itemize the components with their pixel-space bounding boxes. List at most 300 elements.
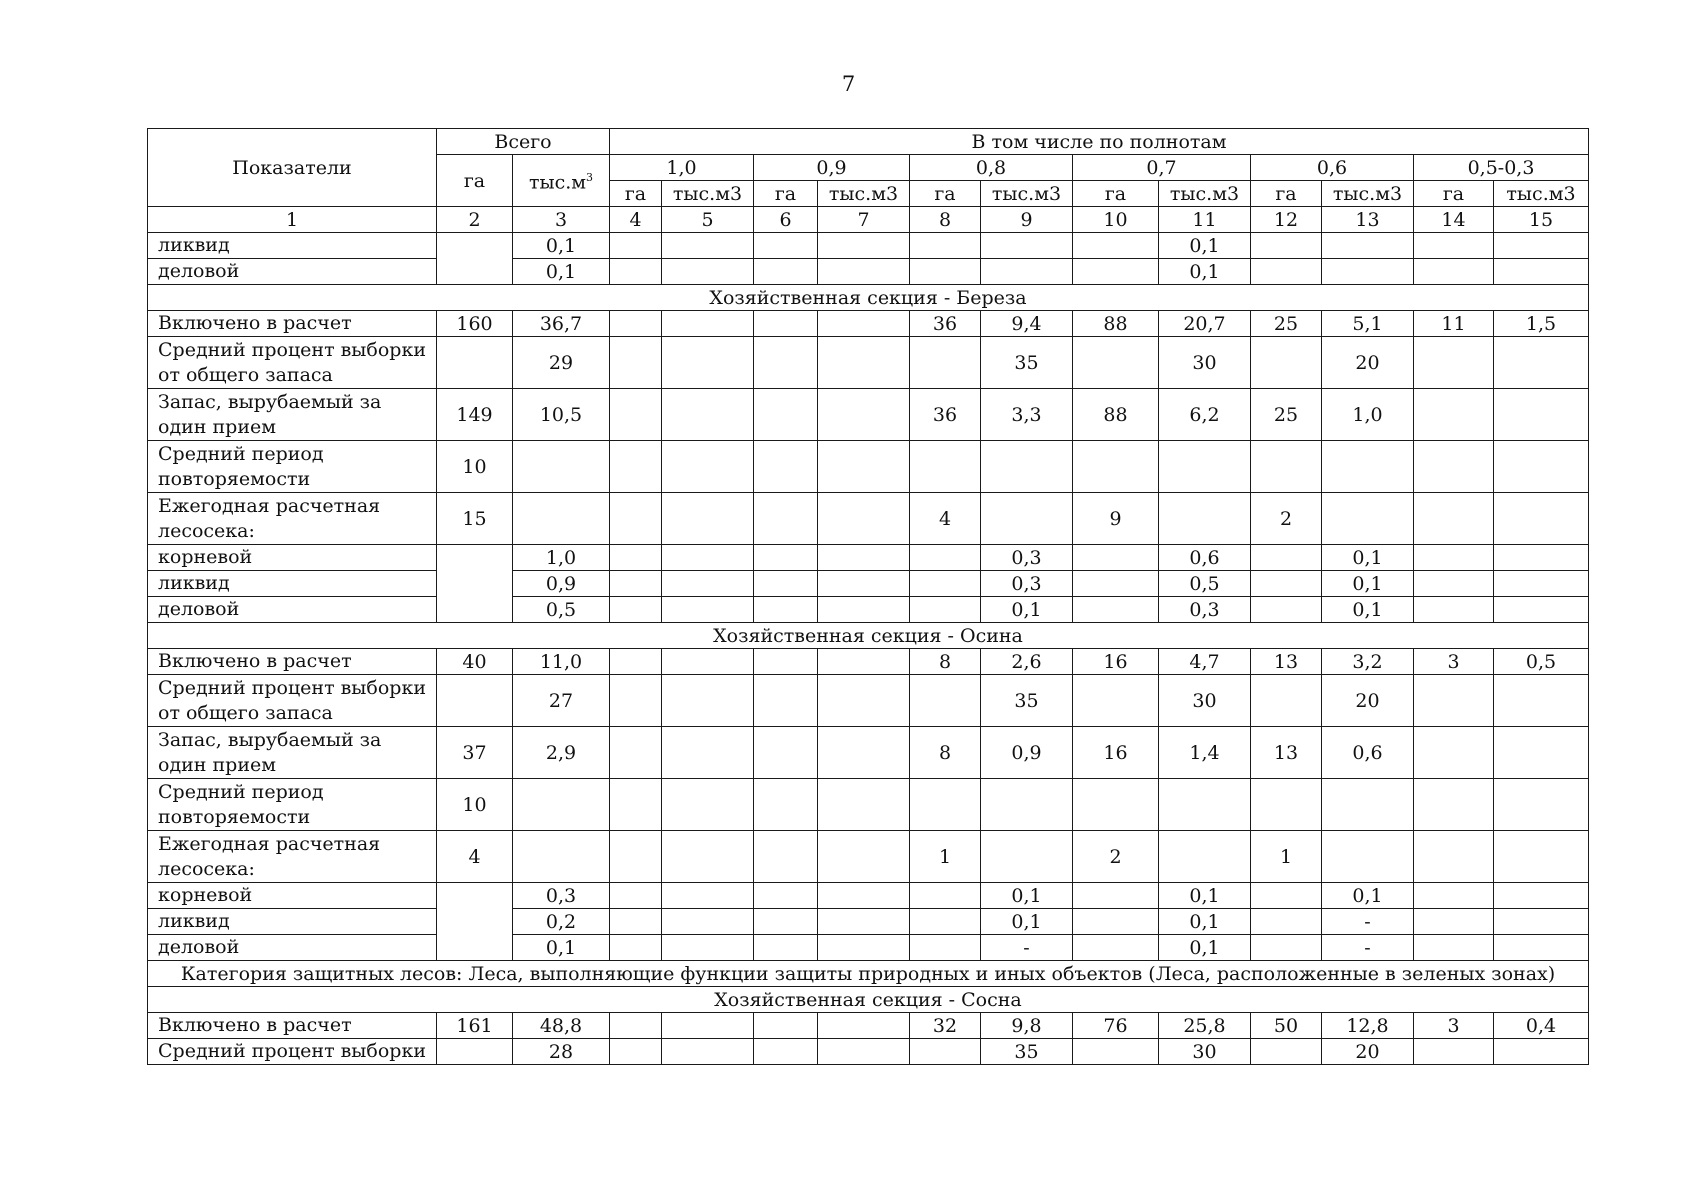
table-cell [610,597,662,623]
row-label: Средний процент выборки от общего запаса [148,675,437,727]
table-cell [1322,233,1414,259]
table-cell [910,883,981,909]
header-density: 0,8 [910,155,1073,181]
table-cell [1414,883,1494,909]
table-cell [754,311,818,337]
table-cell [1414,337,1494,389]
table-cell [610,571,662,597]
table-cell: 30 [1159,337,1251,389]
table-cell [662,909,754,935]
table-cell [818,389,910,441]
table-cell: 3 [1414,1013,1494,1039]
table-cell [754,441,818,493]
table-cell [754,909,818,935]
table-cell [1251,259,1322,285]
table-cell [437,1039,513,1065]
row-label: Запас, вырубаемый за один прием [148,389,437,441]
table-cell [818,337,910,389]
table-cell [437,337,513,389]
section-row [148,285,1589,311]
table-cell [1073,935,1159,961]
table-cell [818,311,910,337]
table-row [148,337,1589,389]
table-cell: 37 [437,727,513,779]
table-cell: 1,0 [1322,389,1414,441]
table-cell [610,493,662,545]
table-cell [662,779,754,831]
table-cell [818,545,910,571]
table-cell [1494,441,1589,493]
table-cell [1494,1039,1589,1065]
table-cell [1494,675,1589,727]
table-cell: 0,1 [1322,571,1414,597]
table-cell [662,831,754,883]
table-row [148,1013,1589,1039]
table-cell: 9 [1073,493,1159,545]
table-row [148,545,1589,571]
table-cell: 13 [1251,649,1322,675]
table-cell [754,597,818,623]
table-cell [1494,337,1589,389]
table-cell [981,779,1073,831]
table-cell [1494,831,1589,883]
table-cell: 1,5 [1494,311,1589,337]
table-cell [1073,571,1159,597]
table-cell: 88 [1073,389,1159,441]
table-cell: 2,9 [513,727,610,779]
table-cell [754,883,818,909]
table-cell [1414,389,1494,441]
header-total: Всего [437,129,610,155]
row-label: Включено в расчет [148,311,437,337]
table-cell [818,571,910,597]
table-cell [610,831,662,883]
table-cell [1414,675,1494,727]
table-cell [610,727,662,779]
table-row [148,1039,1589,1065]
table-cell [818,779,910,831]
table-cell [1322,831,1414,883]
table-cell [1322,259,1414,285]
table-cell [818,883,910,909]
table-cell [818,1013,910,1039]
column-number: 4 [610,207,662,233]
table-cell: 15 [437,493,513,545]
table-cell: 0,5 [1159,571,1251,597]
table-cell: 36,7 [513,311,610,337]
table-cell: 0,6 [1322,727,1414,779]
table-cell [1073,909,1159,935]
table-row [148,233,1589,259]
table-cell [1414,779,1494,831]
table-row [148,831,1589,883]
row-label: Запас, вырубаемый за один прием [148,727,437,779]
table-cell [818,831,910,883]
column-number: 14 [1414,207,1494,233]
column-number: 13 [1322,207,1414,233]
table-cell: 4 [437,831,513,883]
header-unit-ha: га [610,181,662,207]
row-label: Средний процент выборки от общего запаса [148,337,437,389]
table-row [148,779,1589,831]
table-cell: 1 [910,831,981,883]
table-cell [818,909,910,935]
column-number: 1 [148,207,437,233]
header-row-1 [148,129,1589,155]
table-cell [754,493,818,545]
table-cell [610,675,662,727]
table-cell [818,597,910,623]
table-cell [662,727,754,779]
row-label: Средний период повторяемости [148,779,437,831]
table-cell [1159,493,1251,545]
table-cell [610,337,662,389]
header-total-volume-text: тыс.м [528,171,587,194]
column-number: 9 [981,207,1073,233]
column-number: 15 [1494,207,1589,233]
table-cell [1414,935,1494,961]
table-cell [437,883,513,961]
table-cell [610,909,662,935]
table-cell [1159,831,1251,883]
table-cell: 0,1 [1322,545,1414,571]
table-cell [610,649,662,675]
table-row [148,675,1589,727]
row-label: деловой [148,259,437,285]
table-cell [1073,441,1159,493]
row-label: Ежегодная расчетная лесосека: [148,493,437,545]
table-cell: 12,8 [1322,1013,1414,1039]
table-cell [910,935,981,961]
table-cell [1073,259,1159,285]
table-cell: 5,1 [1322,311,1414,337]
table-cell: 3,2 [1322,649,1414,675]
header-unit-ha: га [1251,181,1322,207]
table-cell: - [981,935,1073,961]
table-cell [610,1013,662,1039]
table-row [148,883,1589,909]
table-cell [662,1013,754,1039]
table-cell [910,779,981,831]
table-cell [513,441,610,493]
table-cell: 36 [910,311,981,337]
header-density: 0,9 [754,155,910,181]
table-row [148,571,1589,597]
header-indicators: Показатели [148,129,437,207]
table-cell: 0,1 [981,909,1073,935]
table-cell: 161 [437,1013,513,1039]
table-cell [1414,571,1494,597]
table-cell [1251,233,1322,259]
table-row [148,389,1589,441]
table-cell [610,233,662,259]
section-row [148,623,1589,649]
column-number: 10 [1073,207,1159,233]
table-cell [662,311,754,337]
header-total-volume [513,155,610,207]
table-cell: 88 [1073,311,1159,337]
table-cell: - [1322,935,1414,961]
table-cell [610,311,662,337]
row-label: ликвид [148,571,437,597]
table-cell [754,649,818,675]
table-cell [1494,545,1589,571]
table-cell [1414,909,1494,935]
table-cell [818,259,910,285]
table-cell: 11,0 [513,649,610,675]
table-cell [1494,779,1589,831]
table-cell [754,675,818,727]
table-cell: 0,1 [1159,935,1251,961]
table-cell: 0,2 [513,909,610,935]
page-number: 7 [841,72,856,96]
table-cell [610,883,662,909]
table-row [148,727,1589,779]
table-cell [1494,259,1589,285]
table-cell: 10 [437,441,513,493]
table-cell [1414,831,1494,883]
column-number: 11 [1159,207,1251,233]
section-title: Хозяйственная секция - Сосна [148,987,1589,1013]
table-cell: 0,1 [981,883,1073,909]
table-cell: 35 [981,337,1073,389]
table-cell: 8 [910,727,981,779]
table-row [148,649,1589,675]
table-row [148,493,1589,545]
table-cell [1073,675,1159,727]
table-cell: 0,1 [1159,883,1251,909]
table-cell: 0,9 [981,727,1073,779]
table-cell: 0,1 [1322,597,1414,623]
table-cell: 10 [437,779,513,831]
table-cell [754,1013,818,1039]
table-cell [437,675,513,727]
table-cell [1073,779,1159,831]
table-cell: 149 [437,389,513,441]
table-cell: 20 [1322,1039,1414,1065]
column-number: 8 [910,207,981,233]
table-cell: 32 [910,1013,981,1039]
table-cell [818,441,910,493]
table-cell: 0,1 [513,935,610,961]
table-cell [910,259,981,285]
table-cell: 0,1 [981,597,1073,623]
table-cell [1073,233,1159,259]
table-cell [1494,571,1589,597]
table-cell: 0,1 [513,259,610,285]
table-row [148,441,1589,493]
table-cell [910,441,981,493]
table-cell [818,727,910,779]
table-cell [437,545,513,623]
table-cell [754,831,818,883]
table-row [148,909,1589,935]
row-label: корневой [148,545,437,571]
table-cell [1159,441,1251,493]
table-cell [1251,545,1322,571]
table-cell [754,727,818,779]
table-cell: 36 [910,389,981,441]
table-cell: 1,0 [513,545,610,571]
header-density: 0,7 [1073,155,1251,181]
table-cell [662,545,754,571]
table-cell [1414,259,1494,285]
header-total-ha: га [437,155,513,207]
table-cell [610,545,662,571]
header-unit-volume: тыс.м3 [1159,181,1251,207]
table-cell: 160 [437,311,513,337]
table-cell [1494,883,1589,909]
table-cell [818,493,910,545]
table-cell [1073,597,1159,623]
table-cell [662,259,754,285]
table-cell [1414,1039,1494,1065]
table-cell [610,259,662,285]
table-cell: 3,3 [981,389,1073,441]
table-cell [818,1039,910,1065]
table-cell [818,233,910,259]
table-cell [1322,441,1414,493]
table-cell: 48,8 [513,1013,610,1039]
table-cell: 9,4 [981,311,1073,337]
table-cell [1414,727,1494,779]
table-cell: 0,9 [513,571,610,597]
table-cell [662,597,754,623]
table-cell [1251,1039,1322,1065]
header-unit-ha: га [754,181,818,207]
table-cell: 76 [1073,1013,1159,1039]
row-label: ликвид [148,233,437,259]
table-cell [1414,545,1494,571]
column-number-row [148,207,1589,233]
table-cell [1251,779,1322,831]
header-total-volume-sup: 3 [586,171,594,185]
table-cell [1494,389,1589,441]
header-unit-volume: тыс.м3 [818,181,910,207]
table-cell: 4,7 [1159,649,1251,675]
table-cell [662,935,754,961]
table-cell: 1 [1251,831,1322,883]
table-cell: 0,3 [1159,597,1251,623]
table-cell [1494,727,1589,779]
table-cell [910,597,981,623]
table-body [148,233,1589,1065]
table-cell [754,935,818,961]
table-cell [662,389,754,441]
table-cell [610,1039,662,1065]
table-cell: 10,5 [513,389,610,441]
section-title: Хозяйственная секция - Береза [148,285,1589,311]
table-cell [1494,597,1589,623]
table-cell [981,233,1073,259]
table-cell [513,779,610,831]
row-label: Включено в расчет [148,1013,437,1039]
table-cell [981,441,1073,493]
row-label: корневой [148,883,437,909]
table-cell: - [1322,909,1414,935]
table-cell [754,571,818,597]
table-cell [910,1039,981,1065]
table-cell: 2,6 [981,649,1073,675]
table-cell [818,935,910,961]
table-cell: 0,6 [1159,545,1251,571]
table-cell [1414,493,1494,545]
header-by-density: В том числе по полнотам [610,129,1589,155]
table-cell: 1,4 [1159,727,1251,779]
table-cell [981,493,1073,545]
header-unit-ha: га [1414,181,1494,207]
row-label: Включено в расчет [148,649,437,675]
table-cell [910,571,981,597]
row-label: Ежегодная расчетная лесосека: [148,831,437,883]
column-number: 7 [818,207,910,233]
table-cell [1322,779,1414,831]
table-cell [662,571,754,597]
row-label: Средний процент выборки [148,1039,437,1065]
column-number: 2 [437,207,513,233]
table-cell [754,545,818,571]
table-cell [1251,909,1322,935]
row-label: Средний период повторяемости [148,441,437,493]
table-cell [981,259,1073,285]
table-cell: 25 [1251,311,1322,337]
header-density: 0,5-0,3 [1414,155,1589,181]
section-row [148,987,1589,1013]
table-cell [1251,883,1322,909]
header-unit-volume: тыс.м3 [981,181,1073,207]
table-cell: 35 [981,675,1073,727]
table-cell: 16 [1073,727,1159,779]
column-number: 12 [1251,207,1322,233]
table-cell: 2 [1251,493,1322,545]
header-unit-volume: тыс.м3 [662,181,754,207]
header-unit-volume: тыс.м3 [1322,181,1414,207]
table-cell: 20 [1322,675,1414,727]
table-cell [1073,337,1159,389]
table-cell [1159,779,1251,831]
column-number: 3 [513,207,610,233]
table-cell [610,441,662,493]
table-cell [1414,233,1494,259]
table-cell [610,935,662,961]
table-cell: 16 [1073,649,1159,675]
table-cell [754,779,818,831]
table-cell [1494,909,1589,935]
table-cell [910,675,981,727]
section-title: Хозяйственная секция - Осина [148,623,1589,649]
table-cell [754,1039,818,1065]
table-cell [1494,233,1589,259]
table-cell: 30 [1159,675,1251,727]
table-cell [1251,441,1322,493]
table-cell: 0,1 [1159,909,1251,935]
table-cell [1073,883,1159,909]
table-cell [1494,935,1589,961]
forest-calculation-table [147,128,1589,1065]
table-cell: 0,3 [981,545,1073,571]
table-cell: 0,5 [513,597,610,623]
table-cell: 0,1 [1159,259,1251,285]
table-cell [662,233,754,259]
table-cell: 13 [1251,727,1322,779]
table-cell [437,233,513,285]
table-cell [513,493,610,545]
table-row [148,935,1589,961]
table-cell: 4 [910,493,981,545]
table-cell: 9,8 [981,1013,1073,1039]
table-row [148,311,1589,337]
table-cell [1322,493,1414,545]
